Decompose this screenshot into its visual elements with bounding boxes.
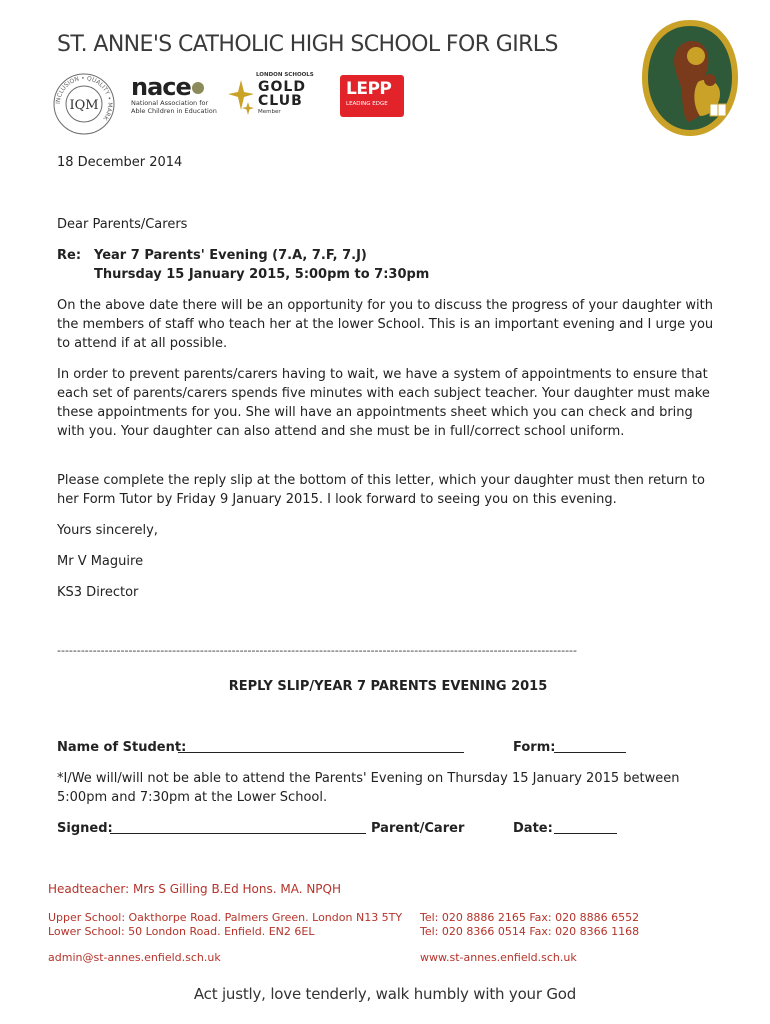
gold-club-top: LONDON SCHOOLS [256,72,314,78]
signatory-name: Mr V Maguire [57,554,144,569]
parent-carer-label: Parent/Carer [371,821,465,836]
upper-school-phone: Tel: 020 8886 2165 Fax: 020 8886 6552 [420,911,640,924]
gold-club-sub: Member [258,109,281,115]
nace-line1: National Association for [131,99,209,107]
attendance-statement: *I/We will/will not be able to attend the Parents' Evening on Thursday 15 January 2015 between 5:00pm and 7:30pm at the Lower School. [57,771,680,805]
form-field[interactable] [554,738,626,753]
lepp-word: LEPP [346,79,392,99]
re-line-1: Year 7 Parents' Evening (7.A, 7.F, 7.J) [94,248,367,263]
student-name-field[interactable] [178,738,464,753]
lepp-sub: LEADING EDGE [346,101,388,107]
website-link[interactable]: www.st-annes.enfield.sch.uk [420,951,577,964]
closing: Yours sincerely, [57,523,158,538]
iqm-logo-text: IQM [69,98,99,113]
re-line-2: Thursday 15 January 2015, 5:00pm to 7:30pm [94,267,430,282]
signatory-title: KS3 Director [57,585,139,600]
gold-club-line1: GOLD [258,79,306,95]
lower-school-address: Lower School: 50 London Road. Enfield. EN2 6EL [48,925,315,938]
lepp-logo [340,75,404,117]
gold-club-logo [228,72,318,120]
form-label: Form: [513,740,556,755]
date-label: Date: [513,821,553,836]
reply-slip-title: REPLY SLIP/YEAR 7 PARENTS EVENING 2015 [228,679,548,694]
school-motto: Act justly, love tenderly, walk humbly with your God [193,985,577,1003]
student-name-label: Name of Student: [57,740,187,755]
cut-line: ----------------------------------------------------------------------------------------------------------------------------------- [57,644,577,657]
school-crest [640,18,740,138]
star-icon [228,80,254,116]
headteacher: Headteacher: Mrs S Gilling B.Ed Hons. MA. NPQH [48,882,342,896]
lower-school-phone: Tel: 020 8366 0514 Fax: 020 8366 1168 [420,925,640,938]
iqm-logo [52,72,116,136]
gold-club-line2: CLUB [258,93,303,109]
nace-word: nace [131,73,191,101]
paragraph-2: In order to prevent parents/carers having to wait, we have a system of appointments to ensure that each set of parents/carers spends five minutes with each subject teacher. Your daughter must make these appointments for you. She will have an appointments sheet which you can check and bring with you. Your daughter can also attend and she must be in full/correct school uniform. [57,367,710,439]
paragraph-1: On the above date there will be an opportunity for you to discuss the progress of your daughter with the members of staff who teach her at the lower School. This is an important evening and I urge you to attend if at all possible. [57,298,714,351]
re-label: Re: [57,248,82,263]
signature-field[interactable] [110,819,366,834]
iqm-ring-text: INCLUSION • QUALITY • MARK [54,74,114,122]
nace-line2: Able Children in Education [131,107,217,115]
salutation: Dear Parents/Carers [57,217,188,232]
email-link[interactable]: admin@st-annes.enfield.sch.uk [48,951,221,964]
school-name: ST. ANNE'S CATHOLIC HIGH SCHOOL FOR GIRLS [57,32,558,57]
paragraph-3: Please complete the reply slip at the bottom of this letter, which your daughter must then return to her Form Tutor by Friday 9 January 2015. I look forward to seeing you on this evening. [57,473,705,507]
upper-school-address: Upper School: Oakthorpe Road. Palmers Green. London N13 5TY [48,911,403,924]
date-field[interactable] [554,819,617,834]
letter-date: 18 December 2014 [57,155,183,170]
nace-logo [131,73,221,118]
signed-label: Signed: [57,821,113,836]
